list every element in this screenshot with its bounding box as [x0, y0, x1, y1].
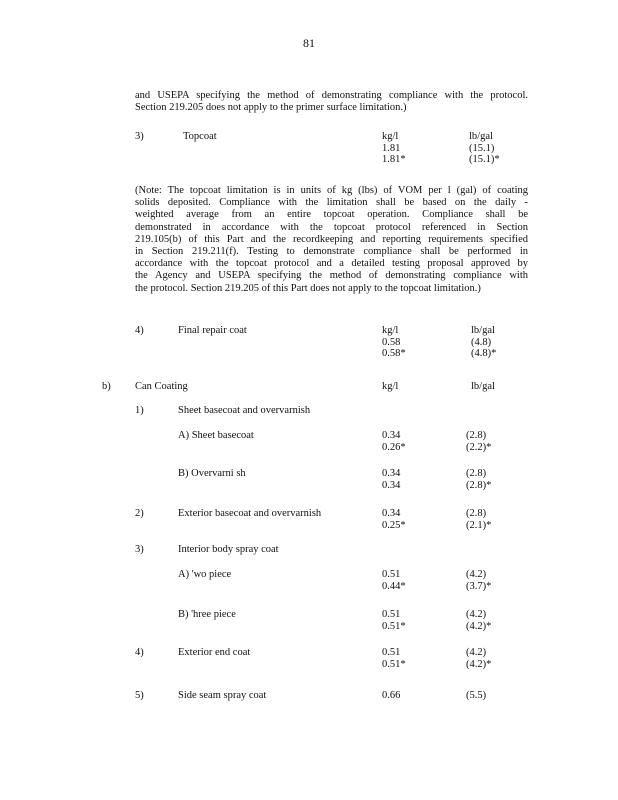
- value: (2.2)*: [466, 441, 492, 453]
- english-column: [471, 325, 496, 360]
- value: 0.26*: [382, 441, 406, 453]
- value: 0.34: [382, 479, 401, 491]
- value: 0.25*: [382, 519, 406, 531]
- english-column: [466, 468, 491, 491]
- english-column: [466, 508, 491, 531]
- value: 0.51*: [382, 658, 406, 670]
- paragraph-line: demonstrated in accordance with the topcoat protocol referenced in Section: [135, 221, 528, 233]
- item-label: Interior body spray coat: [178, 544, 279, 555]
- item-label: Final repair coat: [178, 325, 247, 336]
- unit-label: lb/gal: [471, 325, 495, 336]
- unit-label: kg/l: [382, 325, 399, 336]
- value: (5.5): [466, 690, 487, 701]
- paragraph-line: and USEPA specifying the method of demonstrating compliance with the protocol.: [135, 90, 528, 101]
- value: 0.58: [382, 336, 401, 348]
- metric-column: [382, 468, 400, 491]
- paragraph-line: Section 219.205 does not apply to the primer surface limitation.): [135, 102, 407, 114]
- unit-label: kg/l: [382, 381, 399, 392]
- page-number: 81: [303, 36, 315, 50]
- value: 0.34: [382, 468, 401, 479]
- english-column: [466, 430, 491, 453]
- value: (2.8)*: [466, 479, 492, 491]
- value: 0.58*: [382, 348, 406, 359]
- item-number: 4): [135, 647, 144, 658]
- section-heading: Can Coating: [135, 381, 188, 392]
- note-paragraph: [135, 185, 528, 295]
- english-column: [466, 569, 491, 592]
- value: 0.51: [382, 569, 401, 580]
- metric-column: [382, 325, 406, 360]
- value: (4.2): [466, 609, 487, 620]
- value: (15.1): [469, 142, 495, 154]
- value: (2.8): [466, 468, 487, 479]
- value: (2.8): [466, 508, 487, 519]
- section-letter: b): [102, 381, 111, 392]
- intro-paragraph: [135, 90, 528, 114]
- item-label: Side seam spray coat: [178, 690, 267, 701]
- value: 0.44*: [382, 580, 406, 592]
- value: (4.2): [466, 569, 487, 580]
- paragraph-line: accordance with the topcoat protocol and a detailed testing proposal approved by: [135, 258, 528, 270]
- value: 0.34: [382, 508, 401, 519]
- paragraph-line: solids deposited. Compliance with the limitation shall be based on the daily -: [135, 197, 528, 209]
- value: (4.2)*: [466, 658, 492, 670]
- paragraph-line: in Section 219.211(f). Testing to demonstrate compliance shall be performed in: [135, 246, 528, 258]
- metric-column: [382, 430, 406, 453]
- paragraph-line: the protocol. Section 219.205 of this Part does not apply to the topcoat limitation.): [135, 282, 481, 294]
- value: 0.51*: [382, 620, 406, 632]
- subitem-label: A) 'wo piece: [178, 569, 232, 580]
- value: 0.51: [382, 609, 401, 620]
- value: (4.2)*: [466, 620, 492, 632]
- item-label: Exterior basecoat and overvarnish: [178, 508, 322, 519]
- metric-column: [382, 569, 406, 592]
- unit-label: lb/gal: [471, 381, 495, 392]
- unit-label: kg/l: [382, 131, 399, 142]
- value: (2.1)*: [466, 519, 492, 531]
- value: 1.81: [382, 142, 401, 154]
- value: (4.2): [466, 647, 487, 658]
- paragraph-line: weighted average from an entire topcoat operation. Compliance shall be: [135, 209, 528, 221]
- subitem-label: B) Overvarni sh: [178, 468, 246, 479]
- paragraph-line: the Agency and USEPA specifying the method of demonstrating compliance with: [135, 270, 528, 282]
- value: 0.34: [382, 430, 401, 441]
- value: (3.7)*: [466, 580, 492, 592]
- item-number: 4): [135, 325, 144, 336]
- metric-column: [382, 609, 406, 632]
- item-number: 3): [135, 544, 144, 555]
- english-column: [466, 609, 491, 632]
- value: (4.8): [471, 336, 492, 348]
- paragraph-line: (Note: The topcoat limitation is in units of kg (lbs) of VOM per l (gal) of coating: [135, 185, 528, 196]
- subitem-label: B) 'hree piece: [178, 609, 236, 620]
- english-column: [469, 131, 500, 166]
- item-number: 2): [135, 508, 144, 519]
- value: 0.51: [382, 647, 401, 658]
- item-number: 3): [135, 131, 144, 142]
- value: (15.1)*: [469, 154, 500, 165]
- metric-column: [382, 647, 406, 670]
- english-column: [466, 647, 491, 670]
- item-number: 1): [135, 405, 144, 416]
- subitem-label: A) Sheet basecoat: [178, 430, 254, 441]
- paragraph-line: 219.105(b) of this Part and the recordkeeping and reporting requirements specified: [135, 233, 528, 245]
- unit-label: lb/gal: [469, 131, 493, 142]
- value: 1.81*: [382, 154, 406, 165]
- item-label: Sheet basecoat and overvarnish: [178, 405, 311, 416]
- item-number: 5): [135, 690, 144, 701]
- value: (4.8)*: [471, 348, 497, 359]
- value: (2.8): [466, 430, 487, 441]
- metric-column: [382, 508, 406, 531]
- value: 0.66: [382, 690, 401, 701]
- metric-column: [382, 131, 406, 166]
- item-label: Topcoat: [183, 131, 217, 142]
- item-label: Exterior end coat: [178, 647, 251, 658]
